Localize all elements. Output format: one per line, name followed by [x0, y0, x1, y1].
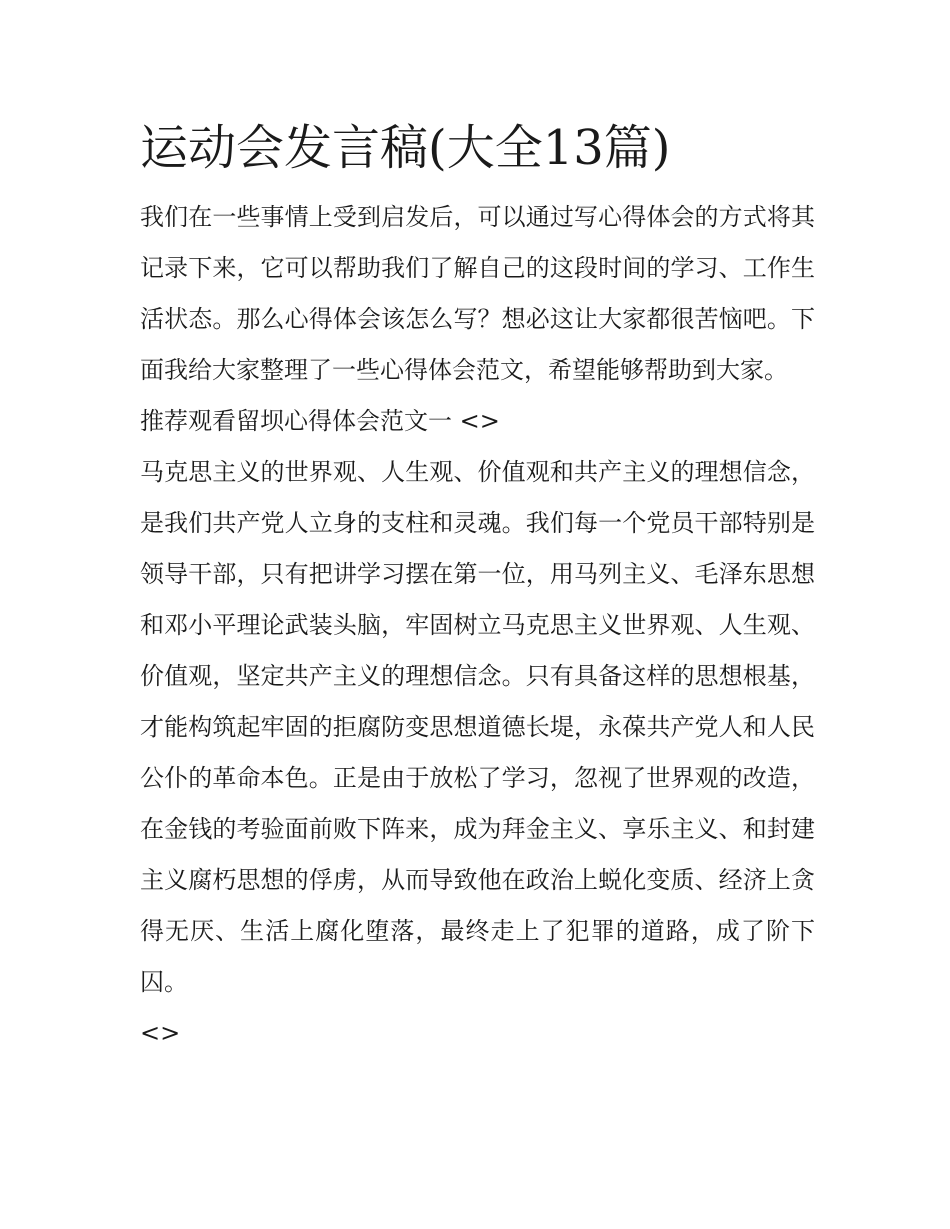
- intro-paragraph: 我们在一些事情上受到启发后，可以通过写心得体会的方式将其记录下来，它可以帮助我们了解自己的这段时间的学习、工作生活状态。那么心得体会该怎么写？想必这让大家都很苦恼吧。下面我给大家整理了一些心得体会范文，希望能够帮助到大家。: [140, 203, 815, 384]
- body-paragraph: 马克思主义的世界观、人生观、价值观和共产主义的理想信念，是我们共产党人立身的支柱和灵魂。我们每一个党员干部特别是领导干部，只有把讲学习摆在第一位，用马列主义、毛泽东思想和邓小平理论武装头脑，牢固树立马克思主义世界观、人生观、价值观，坚定共产主义的理想信念。只有具备这样的思想根基，才能构筑起牢固的拒腐防变思想道德长堤，永葆共产党人和人民公仆的革命本色。正是由于放松了学习，忽视了世界观的改造，在金钱的考验面前败下阵来，成为拜金主义、享乐主义、和封建主义腐朽思想的俘虏，从而导致他在政治上蜕化变质、经济上贪得无厌、生活上腐化堕落，最终走上了犯罪的道路，成了阶下囚。: [140, 458, 815, 996]
- closing-line: <>: [140, 1019, 181, 1047]
- document-page: [140, 112, 815, 1059]
- recommend-line: 推荐观看留坝心得体会范文一 <>: [140, 407, 500, 435]
- document-title: 运动会发言稿(大全13篇): [140, 120, 671, 176]
